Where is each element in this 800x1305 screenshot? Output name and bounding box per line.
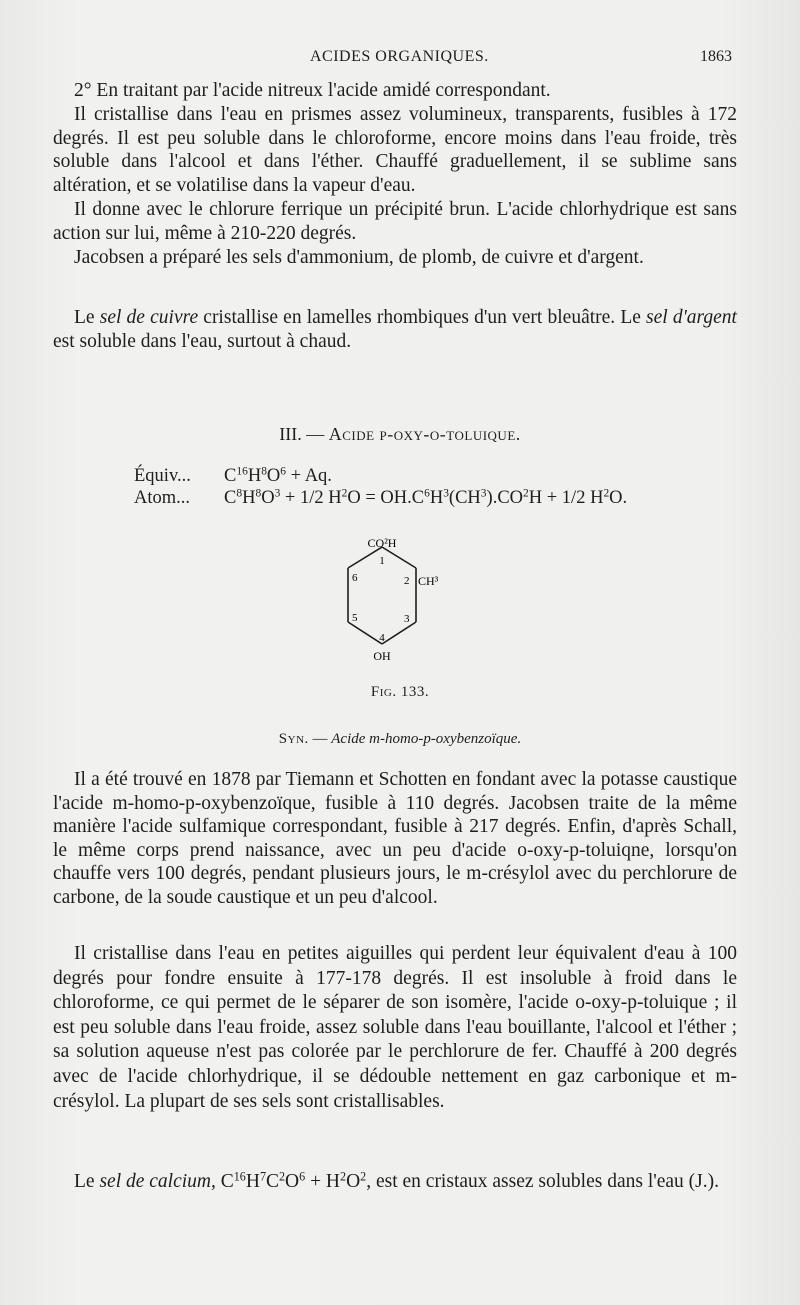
position-label: 4 — [379, 632, 385, 644]
ring-bond — [382, 622, 416, 644]
italic-term: sel de cuivre — [99, 307, 199, 328]
paragraph-calcium: Le sel de calcium, $C^{16}H^7C^2O^6 + H^2O^2$, est en cristaux assez solubles dans l'eau (J.). — [74, 1169, 720, 1192]
position-label: 2 — [404, 575, 410, 587]
position-label: 6 — [352, 572, 358, 584]
running-head — [0, 48, 800, 70]
paragraph: Il cristallise dans l'eau en prismes assez volumineux, transparents, fusibles à 172 degrés. Il est peu soluble dans le chloroforme, encore moins dans l'eau froide, très soluble dans l'alcool et dans l'éther. Chauffé graduellement, il se sublime sans altération, et se volatilise dans la vapeur d'eau. — [53, 103, 737, 197]
position-label: 3 — [404, 613, 410, 625]
benzene-ring-diagram — [330, 533, 470, 668]
text-block-2 — [53, 306, 737, 354]
position-label: 1 — [379, 555, 385, 567]
paragraph: Il a été trouvé en 1878 par Tiemann et Schotten en fondant avec la potasse caustique l'acide m-homo-p-oxybenzoïque, fusible à 110 degrés. Jacobsen traite de la même manière l'acide sulfamique correspondant, fusible à 217 degrés. Enfin, d'après Schall, le même corps prend naissance, avec un peu d'acide o-oxy-p-toluiqne, lorsqu'on chauffe vers 100 degrés, pendant plusieurs jours, le m-crésylol avec du perchlorure de carbone, de la soude caustique et un peu d'alcool. — [53, 769, 737, 908]
text-block-5 — [53, 1170, 737, 1194]
italic-term: sel d'argent — [646, 307, 737, 328]
formula-atom: Atom... $C^8H^8O^3 + 1/2$ $H^2O = OH.C^6H^3(CH^3).CO^2H + 1/2$ $H^2O$. — [134, 487, 628, 508]
paragraph: Il donne avec le chlorure ferrique un précipité brun. L'acide chlorhydrique est sans action sur lui, même à 210-220 degrés. — [53, 198, 737, 244]
paragraph: 2° En traitant par l'acide nitreux l'acide amidé correspondant. — [74, 80, 551, 101]
text-block-1 — [53, 79, 737, 269]
running-title: ACIDES ORGANIQUES. — [310, 48, 489, 65]
ring-bond — [348, 547, 382, 568]
text-block-3 — [53, 768, 737, 910]
figure-caption: Fig. 133. — [370, 684, 430, 700]
text-block-4 — [53, 942, 737, 1114]
position-label: 5 — [352, 612, 358, 624]
paragraph: Il cristallise dans l'eau en petites aiguilles qui perdent leur équivalent d'eau à 100 degrés pour fondre ensuite à 177-178 degrés. Il est insoluble à froid dans le chloroforme, ce qui permet de le séparer de son isomère, l'acide o-oxy-p-toluique ; il est peu soluble dans l'eau froide, assez soluble dans l'eau bouillante, l'alcool et l'éther ; sa solution aqueuse n'est pas colorée par le perchlorure de fer. Chauffé à 200 degrés avec de l'acide chlorhydrique, il se dédouble nettement en gaz carbonique et m-crésylol. La plupart de ses sels sont cristallisables. — [53, 943, 737, 1112]
substituent-right: CH³ — [418, 574, 439, 588]
section-title: III. — Acide p-oxy-o-toluique. — [279, 424, 521, 444]
synonym-name: Acide m-homo-p-oxybenzoïque. — [331, 731, 522, 747]
paragraph-salts: Le sel de cuivre cristallise en lamelles rhombiques d'un vert bleuâtre. Le sel d'argent est soluble dans l'eau, surtout à chaud. — [53, 307, 737, 352]
paragraph: Jacobsen a préparé les sels d'ammonium, de plomb, de cuivre et d'argent. — [74, 246, 644, 268]
substituent-top: CO²H — [367, 536, 397, 550]
italic-term: sel de calcium, — [99, 1171, 216, 1192]
formula-equiv: Équiv... $C^{16}H^8O^6 + Aq$. — [134, 465, 332, 486]
synonym-line: Syn. — Acide m-homo-p-oxybenzoïque. — [278, 731, 522, 747]
ring-bond — [348, 622, 382, 644]
page-number: 1863 — [700, 48, 732, 65]
substituent-bottom: OH — [373, 649, 391, 663]
ring-bond — [382, 547, 416, 568]
